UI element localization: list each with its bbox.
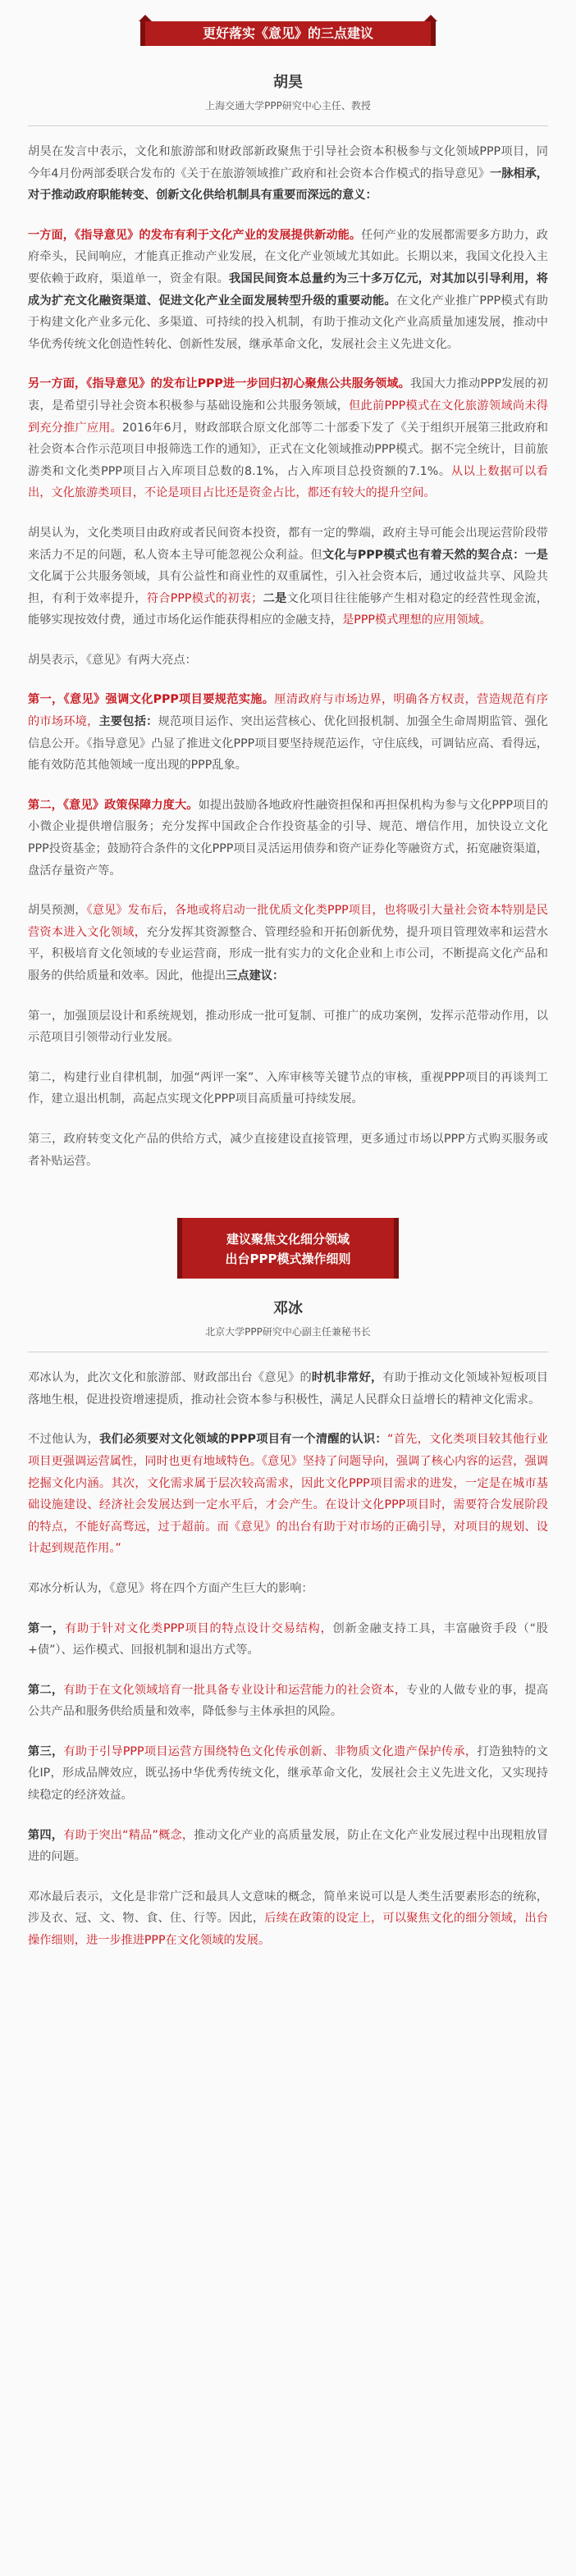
text: 有助于推动文化领域补短板项目落地生根，促进投资增速提质，推动社会资本参与积极性，满足人民群众日益增长的精神文化需求。 [28, 1371, 548, 1407]
bold-text: 第四， [28, 1828, 64, 1842]
bold-text: 第三， [28, 1744, 64, 1758]
paragraph [28, 141, 548, 207]
section2 [28, 1297, 548, 1951]
bold-text: 文化与PPP模式也有着天然的契合点：一是 [322, 548, 548, 562]
text: 不过他认为， [28, 1433, 100, 1447]
red-text: 后续在政策的设定上，可以聚焦文化的细分领域，出台操作细则，进一步推进PPP在文化领域的发展。 [28, 1912, 548, 1948]
text: 打造独特的文化IP，形成品牌效应，既弘扬中华优秀传统文化，继承革命文化，发展社会主义先进文化，又实现持续稳定的经济效益。 [28, 1744, 548, 1803]
section1 [28, 71, 548, 1172]
suggestion-1: 第一，加强顶层设计和系统规划，推动形成一批可复制、可推广的成功案例，发挥示范带动作用，以示范项目引领带动行业发展。 [28, 1009, 548, 1045]
text: 任何产业的发展都需要多方助力，政府牵头，民间响应，才能真正推动产业发展，在文化产业领域尤其如此。长期以来，我国文化投入主要依赖于政府，渠道单一，资金有限。 [28, 228, 548, 285]
bottom-space [0, 1970, 576, 1978]
paragraph [28, 1578, 548, 1600]
highlight-text: 另一方面，《指导意见》的发布让PPP进一步回归初心聚焦公共服务领域。 [28, 377, 410, 391]
paragraph [28, 1429, 548, 1560]
bold-text: 二是 [263, 591, 287, 605]
paragraph [28, 689, 548, 776]
section2-title [177, 1229, 399, 1269]
red-text: 有助于针对文化类PPP项目的特点设计交易结构， [65, 1621, 333, 1635]
banner-ribbon-left [139, 15, 152, 21]
text: 文化项目往往能够产生相对稳定的经营性现金流，能够实现按效付费，通过市场化运作能获得相应的金融支持， [28, 591, 548, 627]
bold-text: 我们必须要对文化领域的PPP项目有一个清醒的认识： [99, 1433, 387, 1447]
text: 胡昊预测， [28, 904, 87, 918]
section2-title-line2: 出台PPP模式操作细则 [225, 1252, 351, 1267]
banner-ribbon-right [424, 15, 437, 21]
paragraph [28, 1367, 548, 1411]
text: 胡昊认为，文化类项目由政府或者民间资本投资，都有一定的弊端，政府主导可能会出现运营阶段带来活力不足的问题，私人资本主导可能忽视公众利益。但 [28, 526, 548, 562]
paragraph [28, 225, 548, 356]
paragraph [28, 373, 548, 504]
section2-affiliation: 北京大学PPP研究中心副主任兼秘书长 [205, 1326, 371, 1338]
red-text: 是PPP模式理想的应用领域。 [342, 613, 491, 627]
text: 邓冰最后表示，文化是非常广泛和最具人文意味的概念，简单来说可以是人类生活要素形态的统称，涉及衣、冠、文、物、食、住、行等。因此， [28, 1890, 548, 1926]
suggestion-2: 第二，构建行业自律机制，加强“两评一案”、入库审核等关键节点的审核，重视PPP项目的再谈判工作，建立退出机制，高起点实现文化PPP项目高质量可持续发展。 [28, 1070, 548, 1106]
text: 在文化产业推广PPP模式有助于构建文化产业多元化、多渠道、可持续的投入机制，有助于推动文化产业高质量加速发展，推动中华优秀传统文化创造性转化、创新性发展，继承革命文化，发展社会主义先进文化。 [28, 294, 548, 351]
section-gap [0, 1190, 576, 1211]
text: 胡昊在发言中表示，文化和旅游部和财政部新政聚焦于引导社会资本积极参与文化领域PPP项目，同今年4月份两部委联合发布的《关于在旅游领域推广政府和社会资本合作模式的指导意见》 [28, 145, 548, 180]
bold-text: 一脉相承，对于推动政府职能转变、创新文化供给机制具有重要而深远的意义： [28, 166, 548, 203]
red-text: 《意见》坚持了问题导向，强调了核心内容的运营，强调挖掘文化内涵。其次，文化需求属于层次较高需求，因此文化PPP项目需求的进发，一定是在城市基础设施建设、经济社会发展达到一定水平后，才会产生。在设计文化PPP项目时，需要符合发展阶段的特点，不能好高骛远，过于超前。而《意见》的出台有助于对市场的正确引导，对项目的规划、设计起到规范作用。” [28, 1454, 548, 1556]
highlight-text: 一方面，《指导意见》的发布有利于文化产业的发展提供新动能。 [28, 228, 362, 242]
paragraph [28, 1886, 548, 1952]
red-text: 有助于引导PPP项目运营方围绕特色文化传承创新、非物质文化遗产保护传承， [63, 1744, 478, 1758]
section1-affiliation: 上海交通大学PPP研究中心主任、教授 [205, 100, 371, 112]
red-text: 有助于在文化领域培育一批具备专业设计和运营能力的社会资本， [63, 1683, 407, 1697]
bold-text: 三点建议： [226, 969, 285, 983]
paragraph [28, 1680, 548, 1723]
highlight-text: 第一，《意见》强调文化PPP项目要规范实施。 [28, 693, 275, 707]
red-text: “首先，文化类项目较其他行业项目更强调运营属性，同时也更有地域特色。 [28, 1433, 548, 1468]
section1-divider [28, 125, 548, 126]
paragraph [28, 1825, 548, 1868]
text: 创新金融支持工具，丰富融资手段（“股+债”）、运作模式、回报机制和退出方式等。 [28, 1621, 548, 1657]
section1-banner [140, 15, 436, 52]
text: 规范项目运作、突出运营核心、优化回报机制、加强全生命周期监管、强化信息公开。《指导意见》凸显了推进文化PPP项目要坚持规范运作，守住底线，可调钻应高、看得远，能有效防范其他领域一度出现的PPP乱象。 [28, 715, 548, 773]
section1-author: 胡昊 [273, 74, 303, 91]
red-text: 但此前PPP模式在文化旅游领域尚未得到充分推广应用。 [28, 399, 548, 435]
section1-title: 更好落实《意见》的三点建议 [202, 25, 373, 41]
text: 我国大力推动PPP发展的初衷，是希望引导社会资本积极参与基础设施和公共服务领域， [28, 377, 548, 413]
text: 文化属于公共服务领域，具有公益性和商业性的双重属性，引入社会资本后，通过收益共享、风险共担，有利于效率提升， [28, 570, 548, 605]
paragraph [28, 900, 548, 987]
paragraph [28, 1741, 548, 1807]
text: 邓冰认为，此次文化和旅游部、财政部出台《意见》的 [28, 1371, 312, 1385]
bold-text: 第二， [28, 1683, 64, 1697]
text: 胡昊表示，《意见》有两大亮点： [28, 653, 197, 667]
text: 2016年6月，财政部联合原文化部等二十部委下发了《关于组织开展第三批政府和社会资本合作示范项目申报筛选工作的通知》，正式在文化领域推动PPP模式。据不完全统计，目前旅游类和文化类PPP项目占入库项目总数的8.1%，占入库项目总投资额的7.1%。 [28, 421, 548, 478]
paragraph [28, 650, 548, 672]
section2-banner [177, 1218, 399, 1279]
section2-title-line1: 建议聚焦文化细分领域 [226, 1232, 350, 1247]
paragraph [28, 522, 548, 631]
text: 如提出鼓励各地政府性融资担保和再担保机构为参与文化PPP项目的小微企业提供增信服务；充分发挥中国政企合作投资基金的引导、规范、增信作用，加快设立文化PPP投资基金；鼓励符合条件的文化PPP项目灵活运用债券和资产证券化等融资方式，拓宽融资渠道，盘活存量资产等。 [28, 798, 549, 878]
bold-text: 时机非常好， [311, 1371, 383, 1385]
text: 邓冰分析认为，《意见》将在四个方面产生巨大的影响： [28, 1581, 313, 1595]
text: 充分发挥其资源整合、管理经验和开拓创新优势，提升项目管理效率和运营水平，积极培育文化领域的专业运营商，形成一批有实力的文化企业和上市公司，不断提高文化产品和服务的供给质量和效率。因此，他提出 [28, 925, 548, 983]
red-text: 厘清政府与市场边界，明确各方权责，营造规范有序的市场环境， [28, 693, 548, 729]
suggestion-3: 第三，政府转变文化产品的供给方式，减少直接建设直接管理，更多通过市场以PPP方式购买服务或者补贴运营。 [28, 1132, 548, 1168]
text: 专业的人做专业的事，提高公共产品和服务供给质量和效率，降低参与主体承担的风险。 [28, 1683, 548, 1719]
highlight-text: 第二，《意见》政策保障力度大。 [28, 798, 199, 812]
bold-text: 我国民间资本总量约为三十多万亿元，对其加以引导利用，将成为扩充文化融资渠道、促进文化产业全面发展转型升级的重要动能。 [28, 271, 548, 308]
red-text: 有助于突出“精品”概念， [63, 1828, 194, 1842]
paragraph [28, 795, 548, 882]
red-text: 《意见》发布后，各地或将启动一批优质文化类PPP项目，也将吸引大量社会资本特别是民营资本进入文化领域， [28, 904, 548, 939]
red-text: 从以上数据可以看出，文化旅游类项目，不论是项目占比还是资金占比，都还有较大的提升空间。 [28, 464, 548, 500]
bold-text: 第一， [28, 1621, 66, 1635]
red-text: 符合PPP模式的初衷； [146, 591, 263, 605]
paragraph [28, 1618, 548, 1662]
bold-text: 主要包括： [98, 715, 158, 729]
text: 推动文化产业的高质量发展，防止在文化产业发展过程中出现粗放冒进的问题。 [28, 1828, 548, 1864]
section2-author: 邓冰 [273, 1300, 303, 1318]
